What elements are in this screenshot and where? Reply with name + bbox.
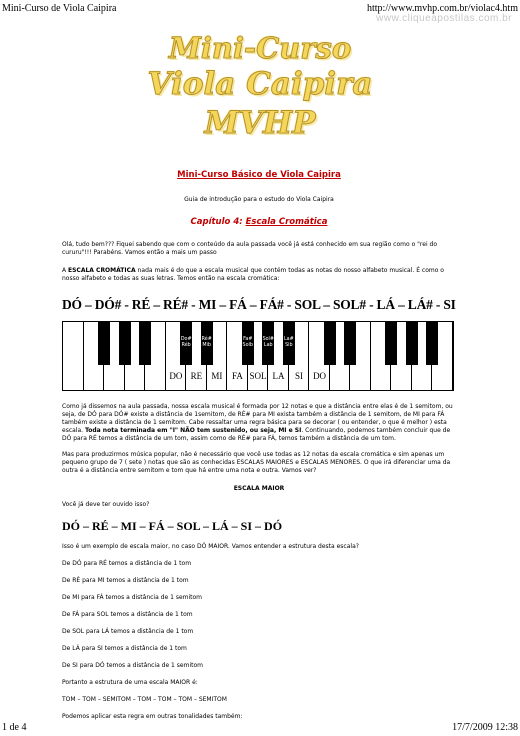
page-counter: 1 de 4 [2,722,27,733]
browser-page-title: Mini-Curso de Viola Caipira [2,3,117,14]
chapter-heading [62,217,456,227]
semitone-paragraph [62,403,456,443]
definition-paragraph [62,267,456,283]
black-key [119,322,131,365]
black-key-sharp-label: Fa# [243,337,253,342]
interval-line: De FÁ para SOL temos a distância de 1 tom [62,611,193,618]
article-title[interactable]: Mini-Curso Básico de Viola Caipira [177,170,341,180]
chromatic-scale-heading: DÓ – DÓ# - RÉ – RÉ# - MI – FÁ – FÁ# - SOL – SOL# - LÁ – LÁ# - SI [62,297,456,312]
semitone-text-2: . Continuando, podemos também concluir que de DÓ para RÉ temos a distância de um tom, assim como de RÉ# para FÁ, temos também a distância de um tom. [62,427,451,442]
interval-list [62,560,456,670]
structure-line: TOM – TOM – SEMITOM – TOM – TOM – TOM – SEMITOM [62,696,227,703]
white-key-label: SOL [249,371,267,381]
white-key-label: SI [295,371,304,381]
black-key [180,322,192,365]
black-key-sharp-label: Do# [180,337,192,342]
piano-keyboard-diagram [62,321,454,391]
black-key [324,322,336,365]
black-key [426,322,438,365]
intro-paragraph: Olá, tudo bem??? Fiquei sabendo que com o conteúdo da aula passada você já está conhecido em sua região como o "rei do cururu"!!! Parabéns. Vamos então a mais um passo [62,241,437,256]
black-key [98,322,110,365]
black-key [344,322,356,365]
article-subtitle: Guia de introdução para o estudo do Viola Caipira [184,196,334,203]
semitone-rule: Toda nota terminada em "I" NÃO tem sustenido, ou seja, MI e SI [84,427,302,434]
white-key-label: DO [313,371,327,381]
black-key-flat-label: Sib [285,343,293,348]
definition-term: ESCALA CROMÁTICA [68,267,136,274]
black-key-flat-label: Réb [181,343,191,348]
interval-line: De LÁ para SI temos a distância de 1 tom [62,645,187,652]
black-key [201,322,213,365]
definition-text: nada mais é do que a escala musical que contém todas as notas do nosso alfabeto musical. É como o nosso alfabeto e todas as suas letras. Temos então na escala cromática: [62,267,444,282]
major-scale-heading: ESCALA MAIOR [233,485,285,492]
black-key-flat-label: Lab [263,343,273,348]
logo-line-3: MVHP [204,105,316,141]
interval-line: De RÉ para MI temos a distância de 1 tom [62,577,189,584]
chapter-link[interactable]: Escala Cromática [245,217,328,227]
structure-intro: Portanto a estrutura de uma escala MAIOR é: [62,679,198,686]
logo-line-2: Viola Caipira [147,66,373,102]
browser-page-url[interactable]: http://www.mvhp.com.br/violac4.htm [366,3,518,14]
black-key-sharp-label: La# [283,337,294,342]
interval-line: De SOL para LÁ temos a distância de 1 tom [62,628,194,635]
white-key-label: FA [232,371,243,381]
watermark: www.cliqueapostilas.com.br [376,13,512,24]
article-content [62,170,456,721]
interval-line: De DÓ para RÉ temos a distância de 1 tom [62,560,192,567]
black-key [385,322,397,365]
major-scale-notes: DÓ – RÉ – MI – FÁ – SOL – LÁ – SI – DÓ [62,519,283,533]
black-key [139,322,151,365]
white-key-label: RE [190,371,203,381]
black-key [242,322,254,365]
black-key-flat-label: Mib [202,343,211,348]
interval-line: De MI para FÁ temos a distância de 1 semitom [62,594,203,601]
logo-line-1: Mini-Curso [168,31,352,65]
white-key [63,322,84,390]
question-line: Você já deve ter ouvido isso? [62,501,150,508]
black-key [262,322,274,365]
black-key [283,322,295,365]
popular-music-paragraph: Mas para produzirmos música popular, não é necessário que você use todas as 12 notas da escala cromática e sim apenas um pequeno grupo de 7 ( sete ) notas que são as conhecidas ESCALAS MAIORES e ESCALAS MENORES. O que irá diferenciar uma da outra é a distância entre semitom e tom que há entre uma nota e outra. Vamos ver? [62,451,451,474]
interval-line: De SI para DÓ temos a distância de 1 semitom [62,662,203,669]
black-key [406,322,418,365]
black-key-sharp-label: Sol# [262,337,274,342]
white-key-label: LA [272,371,285,381]
black-key-sharp-label: Ré# [201,337,212,342]
semitone-text-1: Como já dissemos na aula passada, nossa escala musical é formada por 12 notas e que a distância entre elas é de 1 semitom, ou seja, de DÓ para DÓ# existe a distância de 1semitom, de RÉ# para MI exista também a distância de 1 semitom, de MI para FÁ também existe a distância de 1 semitom. Cabe ressaltar uma regra básica para se decorar ( ou entender, o que é melhor ) esta escala. [62,403,453,434]
closing-line: Podemos aplicar esta regra em outras tonalidades também: [62,713,243,720]
white-key-label: MI [211,371,223,381]
print-datetime: 17/7/2009 12:38 [452,722,518,733]
example-line: Isso é um exemplo de escala maior, no caso DÓ MAIOR. Vamos entender a estrutura desta escala? [62,543,359,550]
white-key-label: DO [169,371,183,381]
definition-lead: A [62,267,69,274]
black-key-flat-label: Solb [242,343,253,348]
course-logo [140,30,380,165]
chapter-prefix: Capítulo 4: [190,217,246,227]
